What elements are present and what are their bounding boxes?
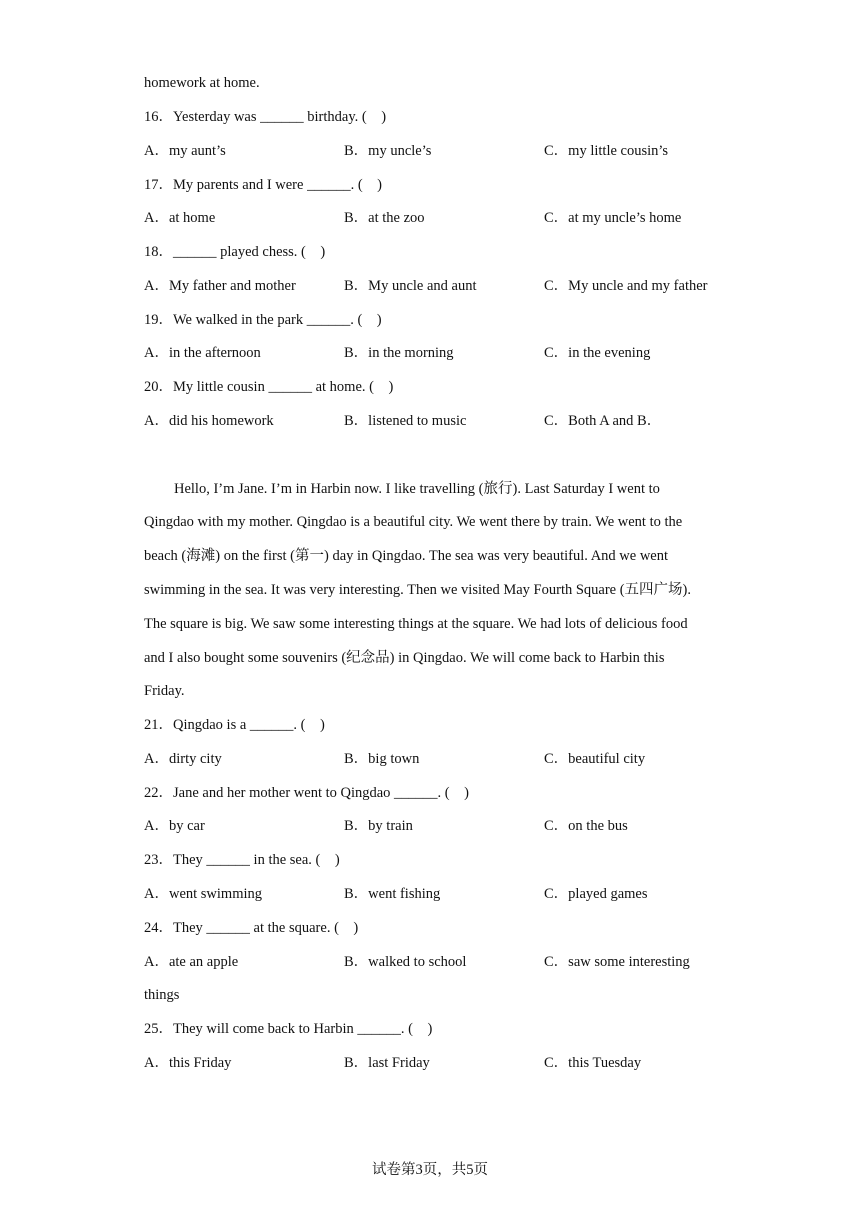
question-22-option-a: A．by car [144,818,205,834]
question-23-option-a: A．went swimming [144,886,263,902]
question-21-option-a: A．dirty city [144,751,222,767]
question-17-option-b: B．at the zoo [344,210,425,226]
question-24-option-a: A．ate an apple [144,954,239,970]
question-16-option-c: C．my little cousin’s [544,143,669,159]
question-23-stem: 23．They ______ in the sea. ( ) [144,852,340,868]
question-20-option-c: C．Both A and B． [544,413,662,429]
question-16-option-b: B．my uncle’s [344,143,432,159]
question-25-option-a: A．this Friday [144,1055,232,1071]
question-20-option-a: A．did his homework [144,413,274,429]
question-17-stem: 17．My parents and I were ______. ( ) [144,177,382,193]
intro-tail-text: homework at home. [144,75,260,91]
question-24-option-c-continued: things [144,987,180,1003]
passage-line: Friday. [144,683,185,699]
question-22-option-b: B．by train [344,818,413,834]
question-19-option-c: C．in the evening [544,345,651,361]
question-22-option-c: C．on the bus [544,818,628,834]
passage-line: The square is big. We saw some interesting things at the square. We had lots of delicious food [144,616,688,632]
question-16-option-a: A．my aunt’s [144,143,226,159]
question-23-option-c: C．played games [544,886,648,902]
question-18-option-a: A．My father and mother [144,278,296,294]
question-21-option-b: B．big town [344,751,420,767]
question-17-option-a: A．at home [144,210,216,226]
question-20-option-b: B．listened to music [344,413,467,429]
passage-line: swimming in the sea. It was very interesting. Then we visited May Fourth Square (五四广场). [144,582,692,598]
question-20-stem: 20．My little cousin ______ at home. ( ) [144,379,394,395]
question-18-stem: 18．______ played chess. ( ) [144,244,326,260]
question-19-option-a: A．in the afternoon [144,345,261,361]
question-25-option-c: C．this Tuesday [544,1055,642,1071]
question-25-option-b: B．last Friday [344,1055,430,1071]
question-17-option-c: C．at my uncle’s home [544,210,682,226]
question-21-stem: 21．Qingdao is a ______. ( ) [144,717,325,733]
question-16-stem: 16．Yesterday was ______ birthday. ( ) [144,109,387,125]
question-23-option-b: B．went fishing [344,886,441,902]
question-18-option-b: B．My uncle and aunt [344,278,477,294]
question-19-option-b: B．in the morning [344,345,454,361]
question-25-stem: 25．They will come back to Harbin ______. ( ) [144,1021,433,1037]
passage-line: and I also bought some souvenirs (纪念品) in Qingdao. We will come back to Harbin this [144,650,665,666]
question-24-option-c: C．saw some interesting [544,954,690,970]
question-24-stem: 24．They ______ at the square. ( ) [144,920,359,936]
question-21-option-c: C．beautiful city [544,751,646,767]
question-19-stem: 19．We walked in the park ______. ( ) [144,312,382,328]
passage-line: beach (海滩) on the first (第一) day in Qingdao. The sea was very beautiful. And we went [144,548,669,564]
question-24-option-b: B．walked to school [344,954,467,970]
passage-line: Hello, I’m Jane. I’m in Harbin now. I like travelling (旅行). Last Saturday I went to [174,481,660,497]
question-18-option-c: C．My uncle and my father [544,278,708,294]
question-22-stem: 22．Jane and her mother went to Qingdao ______. ( ) [144,785,469,801]
page-footer: 试卷第3页，共5页 [372,1162,488,1178]
passage-line: Qingdao with my mother. Qingdao is a beautiful city. We went there by train. We went to the [144,514,683,530]
